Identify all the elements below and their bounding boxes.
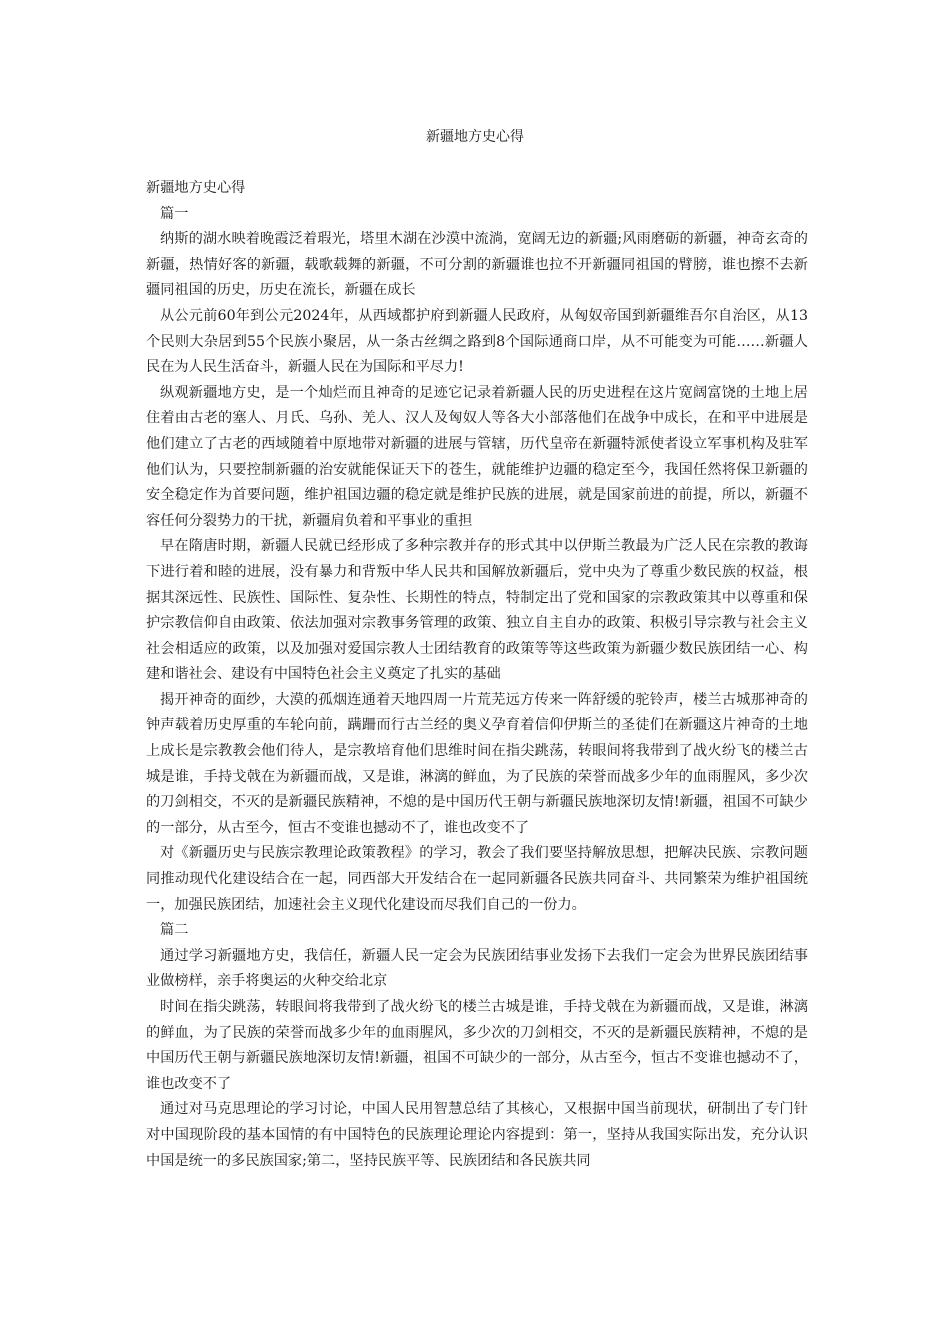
paragraph: 揭开神奇的面纱，大漠的孤烟连通着天地四周一片荒芜远方传来一阵舒缓的驼铃声，楼兰古城那神奇的钟声载着历史厚重的车轮向前，蹒跚而行古兰经的奥义孕育着信仰伊斯兰的圣徒们在新疆这片神奇的土地上成长是宗教教会他们待人，是宗教培育他们思维时间在指尖跳荡，转眼间将我带到了战火纷飞的楼兰古城是谁，手持戈戟在为新疆而战，又是谁，淋漓的鲜血，为了民族的荣誉而战多少年的血雨腥风，多少次的刀剑相交，不灭的是新疆民族精神，不熄的是中国历代王朝与新疆民族地深切友情!新疆，祖国不可缺少的一部分，从古至今，恒古不变谁也撼动不了，谁也改变不了 (146, 691, 808, 836)
paragraph: 对《新疆历史与民族宗教理论政策教程》的学习，教会了我们要坚持解放思想，把解决民族、宗教问题同推动现代化建设结合在一起，同西部大开发结合在一起同新疆各民族共同奋斗、共同繁荣为维护祖国统一，加强民族团结，加速社会主义现代化建设而尽我们自己的一份力。 (146, 845, 808, 913)
paragraph: 通过学习新疆地方史，我信任，新疆人民一定会为民族团结事业发扬下去我们一定会为世界民族团结事业做榜样，亲手将奥运的火种交给北京 (146, 947, 808, 990)
paragraph: 时间在指尖跳荡，转眼间将我带到了战火纷飞的楼兰古城是谁，手持戈戟在为新疆而战，又是谁，淋漓的鲜血，为了民族的荣誉而战多少年的血雨腥风，多少次的刀剑相交，不灭的是新疆民族精神，不熄的是中国历代王朝与新疆民族地深切友情!新疆，祖国不可缺少的一部分，从古至今，恒古不变谁也撼动不了，谁也改变不了 (146, 999, 808, 1092)
section-heading-1: 篇一 (160, 205, 189, 222)
paragraph: 纵观新疆地方史，是一个灿烂而且神奇的足迹它记录着新疆人民的历史进程在这片宽阔富饶的土地上居住着由古老的塞人、月氏、乌孙、羌人、汉人及匈奴人等各大小部落他们在战争中成长，在和平中进展是他们建立了古老的西域随着中原地带对新疆的进展与管辖，历代皇帝在新疆特派使者设立军事机构及驻军他们认为，只要控制新疆的治安就能保证天下的苍生，就能维护边疆的稳定至今，我国任然将保卫新疆的安全稳定作为首要问题，维护祖国边疆的稳定就是维护民族的进展，就是国家前进的前提，所以，新疆不容任何分裂势力的干扰，新疆肩负着和平事业的重担 (146, 384, 808, 529)
paragraph: 纳斯的湖水映着晚霞泛着瑕光，塔里木湖在沙漠中流淌，宽阔无边的新疆;风雨磨砺的新疆，神奇玄奇的新疆，热情好客的新疆，载歌载舞的新疆，不可分割的新疆谁也拉不开新疆同祖国的臂膀，谁也擦不去新疆同祖国的历史，历史在流长，新疆在成长 (146, 231, 808, 299)
paragraph: 通过对马克思理论的学习讨论，中国人民用智慧总结了其核心，又根据中国当前现状，研制出了专门针对中国现阶段的基本国情的有中国特色的民族理论理论内容提到：第一，坚持从我国实际出发，充分认识中国是统一的多民族国家;第二，坚持民族平等、民族团结和各民族共同 (146, 1101, 808, 1169)
paragraph: 从公元前60年到公元2024年，从西域都护府到新疆人民政府，从匈奴帝国到新疆维吾尔自治区，从13个民则大杂居到55个民族小聚居，从一条古丝绸之路到8个国际通商口岸，从不可能变为可能……新疆人民在为人民生活奋斗，新疆人民在为国际和平尽力! (146, 307, 808, 376)
paragraph: 早在隋唐时期，新疆人民就已经形成了多种宗教并存的形式其中以伊斯兰教最为广泛人民在宗教的教诲下进行着和睦的进展，没有暴力和背叛中华人民共和国解放新疆后，党中央为了尊重少数民族的权益，根据其深远性、民族性、国际性、复杂性、长期性的特点，特制定出了党和国家的宗教政策其中以尊重和保护宗教信仰自由政策、依法加强对宗教事务管理的政策、独立自主自办的政策、积极引导宗教与社会主义社会相适应的政策，以及加强对爱国宗教人士团结教育的政策等等这些政策为新疆少数民族团结一心、构建和谐社会、建设有中国特色社会主义奠定了扎实的基础 (146, 538, 808, 683)
document-body (146, 176, 808, 1174)
section-heading-2: 篇二 (160, 922, 189, 939)
document-subtitle: 新疆地方史心得 (146, 180, 246, 196)
document-title: 新疆地方史心得 (426, 129, 524, 145)
